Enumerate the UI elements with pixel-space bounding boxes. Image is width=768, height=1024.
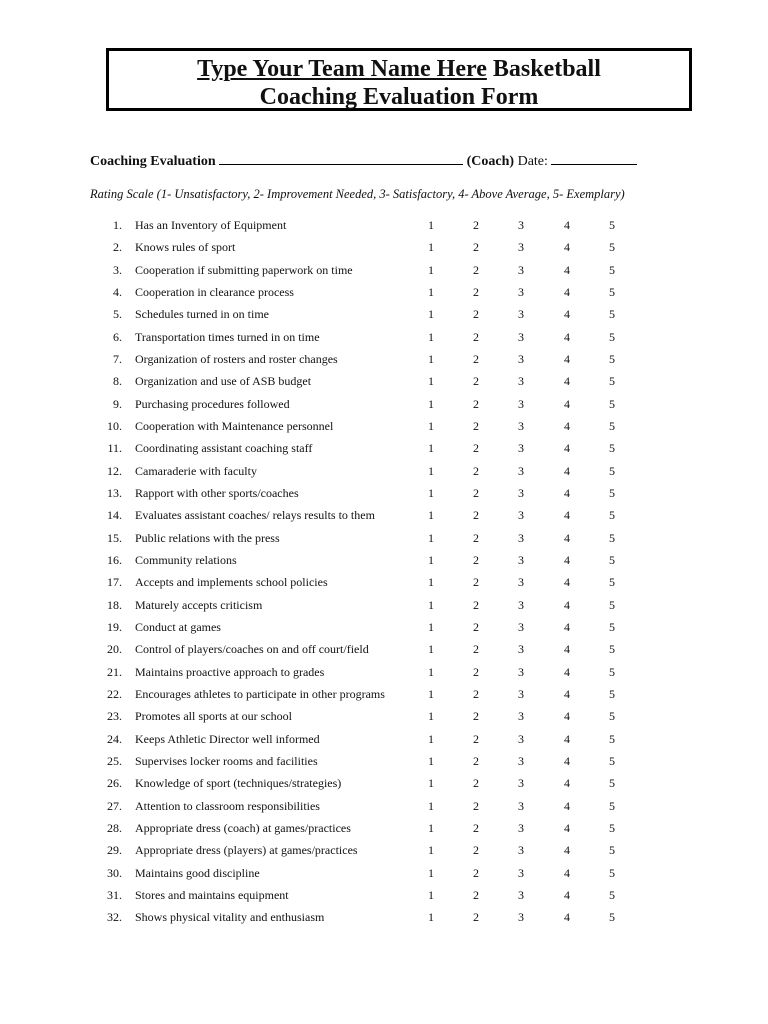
- rating-option-5[interactable]: 5: [609, 686, 615, 701]
- rating-option-1[interactable]: 1: [428, 508, 434, 523]
- rating-option-4[interactable]: 4: [564, 218, 570, 232]
- rating-option-2[interactable]: 2: [473, 865, 479, 880]
- rating-scale-legend: Rating Scale (1- Unsatisfactory, 2- Improvement Needed, 3- Satisfactory, 4- Above Average, 5- Exemplary): [90, 187, 625, 201]
- item-number: 23.: [107, 709, 122, 724]
- rating-option-2[interactable]: 2: [473, 307, 479, 322]
- rating-option-3[interactable]: 3: [518, 619, 524, 634]
- evaluation-item-row: [0, 393, 768, 415]
- item-criterion: Knowledge of sport (techniques/strategies): [135, 776, 342, 791]
- rating-option-1[interactable]: 1: [428, 351, 434, 366]
- rating-option-1[interactable]: 1: [428, 262, 434, 277]
- rating-option-3[interactable]: 3: [518, 664, 524, 679]
- evaluation-item-row: [0, 326, 768, 348]
- rating-option-1[interactable]: 1: [428, 597, 434, 612]
- item-number: 22.: [107, 686, 122, 701]
- rating-option-1[interactable]: 1: [428, 284, 434, 299]
- rating-option-3[interactable]: 3: [518, 910, 524, 925]
- item-number: 19.: [107, 619, 122, 634]
- evaluation-item-row: [0, 415, 768, 437]
- rating-option-3[interactable]: 3: [518, 776, 524, 791]
- rating-option-5[interactable]: 5: [609, 329, 615, 344]
- rating-option-4[interactable]: 4: [564, 798, 570, 813]
- item-criterion: Cooperation with Maintenance personnel: [135, 418, 334, 433]
- date-field[interactable]: [551, 152, 637, 165]
- rating-option-3[interactable]: 3: [518, 284, 524, 299]
- rating-option-5[interactable]: 5: [609, 485, 615, 500]
- evaluation-item-row: [0, 750, 768, 772]
- rating-option-2[interactable]: 2: [473, 642, 479, 657]
- rating-option-1[interactable]: 1: [428, 218, 434, 232]
- form-title-line-2: Coaching Evaluation Form: [259, 84, 539, 110]
- item-number: 9.: [113, 396, 122, 411]
- rating-option-3[interactable]: 3: [518, 709, 524, 724]
- evaluation-items-list: [0, 214, 768, 929]
- rating-option-2[interactable]: 2: [473, 218, 479, 232]
- rating-option-5[interactable]: 5: [609, 776, 615, 791]
- rating-option-1[interactable]: 1: [428, 530, 434, 545]
- rating-option-3[interactable]: 3: [518, 374, 524, 389]
- rating-option-5[interactable]: 5: [609, 664, 615, 679]
- rating-option-3[interactable]: 3: [518, 753, 524, 768]
- rating-option-1[interactable]: 1: [428, 240, 434, 255]
- rating-option-3[interactable]: 3: [518, 441, 524, 456]
- item-number: 3.: [113, 262, 122, 277]
- item-criterion: Transportation times turned in on time: [135, 329, 320, 344]
- item-number: 24.: [107, 731, 122, 746]
- rating-option-5[interactable]: 5: [609, 552, 615, 567]
- rating-option-1[interactable]: 1: [428, 686, 434, 701]
- item-criterion: Accepts and implements school policies: [135, 575, 328, 590]
- rating-option-4[interactable]: 4: [564, 865, 570, 880]
- rating-option-3[interactable]: 3: [518, 240, 524, 255]
- rating-option-1[interactable]: 1: [428, 776, 434, 791]
- coach-name-field[interactable]: [219, 152, 463, 165]
- rating-option-5[interactable]: 5: [609, 910, 615, 925]
- rating-option-3[interactable]: 3: [518, 396, 524, 411]
- rating-option-2[interactable]: 2: [473, 530, 479, 545]
- rating-option-2[interactable]: 2: [473, 418, 479, 433]
- rating-option-2[interactable]: 2: [473, 396, 479, 411]
- rating-option-2[interactable]: 2: [473, 329, 479, 344]
- rating-option-3[interactable]: 3: [518, 218, 524, 232]
- rating-option-1[interactable]: 1: [428, 485, 434, 500]
- item-criterion: Coordinating assistant coaching staff: [135, 441, 313, 456]
- rating-option-1[interactable]: 1: [428, 887, 434, 902]
- rating-option-3[interactable]: 3: [518, 307, 524, 322]
- rating-option-1[interactable]: 1: [428, 374, 434, 389]
- rating-option-3[interactable]: 3: [518, 731, 524, 746]
- item-criterion: Conduct at games: [135, 619, 221, 634]
- item-number: 5.: [113, 307, 122, 322]
- rating-option-3[interactable]: 3: [518, 329, 524, 344]
- item-number: 29.: [107, 843, 122, 858]
- rating-option-1[interactable]: 1: [428, 753, 434, 768]
- evaluation-item-row: [0, 281, 768, 303]
- rating-option-3[interactable]: 3: [518, 575, 524, 590]
- rating-option-4[interactable]: 4: [564, 664, 570, 679]
- rating-option-4[interactable]: 4: [564, 642, 570, 657]
- evaluation-item-row: [0, 437, 768, 459]
- item-criterion: Keeps Athletic Director well informed: [135, 731, 320, 746]
- rating-option-4[interactable]: 4: [564, 731, 570, 746]
- rating-option-5[interactable]: 5: [609, 709, 615, 724]
- evaluation-item-row: [0, 549, 768, 571]
- evaluation-item-row: [0, 460, 768, 482]
- rating-option-2[interactable]: 2: [473, 441, 479, 456]
- rating-option-5[interactable]: 5: [609, 887, 615, 902]
- rating-option-1[interactable]: 1: [428, 329, 434, 344]
- rating-option-5[interactable]: 5: [609, 575, 615, 590]
- item-criterion: Schedules turned in on time: [135, 307, 269, 322]
- evaluation-item-row: [0, 527, 768, 549]
- rating-option-2[interactable]: 2: [473, 753, 479, 768]
- evaluation-item-row: [0, 839, 768, 861]
- rating-option-2[interactable]: 2: [473, 374, 479, 389]
- item-criterion: Control of players/coaches on and off court/field: [135, 642, 369, 657]
- rating-option-5[interactable]: 5: [609, 508, 615, 523]
- item-criterion: Rapport with other sports/coaches: [135, 485, 299, 500]
- rating-option-4[interactable]: 4: [564, 686, 570, 701]
- rating-option-2[interactable]: 2: [473, 284, 479, 299]
- rating-option-4[interactable]: 4: [564, 597, 570, 612]
- rating-option-4[interactable]: 4: [564, 351, 570, 366]
- rating-option-3[interactable]: 3: [518, 820, 524, 835]
- rating-option-1[interactable]: 1: [428, 731, 434, 746]
- item-criterion: Purchasing procedures followed: [135, 396, 290, 411]
- rating-option-3[interactable]: 3: [518, 262, 524, 277]
- rating-option-4[interactable]: 4: [564, 776, 570, 791]
- sport-name: Basketball: [492, 56, 601, 82]
- rating-option-5[interactable]: 5: [609, 619, 615, 634]
- item-criterion: Public relations with the press: [135, 530, 280, 545]
- rating-option-5[interactable]: 5: [609, 843, 615, 858]
- rating-option-2[interactable]: 2: [473, 843, 479, 858]
- rating-option-5[interactable]: 5: [609, 307, 615, 322]
- rating-option-2[interactable]: 2: [473, 776, 479, 791]
- rating-option-5[interactable]: 5: [609, 731, 615, 746]
- rating-option-1[interactable]: 1: [428, 418, 434, 433]
- item-criterion: Promotes all sports at our school: [135, 709, 292, 724]
- rating-option-3[interactable]: 3: [518, 642, 524, 657]
- item-criterion: Organization and use of ASB budget: [135, 374, 312, 389]
- item-criterion: Has an Inventory of Equipment: [135, 218, 287, 232]
- rating-option-2[interactable]: 2: [473, 664, 479, 679]
- rating-option-1[interactable]: 1: [428, 798, 434, 813]
- rating-option-1[interactable]: 1: [428, 463, 434, 478]
- rating-option-4[interactable]: 4: [564, 575, 570, 590]
- item-number: 4.: [113, 284, 122, 299]
- rating-option-5[interactable]: 5: [609, 798, 615, 813]
- rating-option-5[interactable]: 5: [609, 820, 615, 835]
- rating-option-5[interactable]: 5: [609, 753, 615, 768]
- rating-option-4[interactable]: 4: [564, 441, 570, 456]
- item-criterion: Appropriate dress (coach) at games/practices: [135, 820, 351, 835]
- rating-option-1[interactable]: 1: [428, 843, 434, 858]
- team-name-placeholder[interactable]: Type Your Team Name Here: [197, 56, 487, 82]
- evaluation-item-row: [0, 571, 768, 593]
- rating-option-1[interactable]: 1: [428, 910, 434, 925]
- evaluation-item-row: [0, 795, 768, 817]
- rating-option-3[interactable]: 3: [518, 843, 524, 858]
- rating-option-4[interactable]: 4: [564, 307, 570, 322]
- item-number: 12.: [107, 463, 122, 478]
- evaluation-item-row: [0, 214, 768, 236]
- rating-option-5[interactable]: 5: [609, 374, 615, 389]
- item-number: 1.: [113, 218, 122, 232]
- item-criterion: Maintains good discipline: [135, 865, 260, 880]
- rating-option-3[interactable]: 3: [518, 530, 524, 545]
- rating-option-1[interactable]: 1: [428, 441, 434, 456]
- rating-option-5[interactable]: 5: [609, 351, 615, 366]
- evaluation-item-row: [0, 862, 768, 884]
- rating-option-1[interactable]: 1: [428, 664, 434, 679]
- rating-option-1[interactable]: 1: [428, 709, 434, 724]
- rating-option-5[interactable]: 5: [609, 441, 615, 456]
- rating-option-5[interactable]: 5: [609, 418, 615, 433]
- rating-option-1[interactable]: 1: [428, 820, 434, 835]
- rating-option-1[interactable]: 1: [428, 552, 434, 567]
- item-number: 10.: [107, 418, 122, 433]
- rating-option-3[interactable]: 3: [518, 597, 524, 612]
- rating-option-4[interactable]: 4: [564, 887, 570, 902]
- item-number: 31.: [107, 887, 122, 902]
- rating-option-3[interactable]: 3: [518, 508, 524, 523]
- rating-option-4[interactable]: 4: [564, 485, 570, 500]
- rating-option-3[interactable]: 3: [518, 418, 524, 433]
- item-criterion: Appropriate dress (players) at games/practices: [135, 843, 358, 858]
- evaluation-item-row: [0, 728, 768, 750]
- rating-option-2[interactable]: 2: [473, 463, 479, 478]
- rating-option-2[interactable]: 2: [473, 910, 479, 925]
- rating-option-4[interactable]: 4: [564, 530, 570, 545]
- evaluation-item-row: [0, 504, 768, 526]
- rating-option-4[interactable]: 4: [564, 508, 570, 523]
- evaluation-item-row: [0, 259, 768, 281]
- rating-option-4[interactable]: 4: [564, 619, 570, 634]
- rating-option-2[interactable]: 2: [473, 552, 479, 567]
- rating-option-3[interactable]: 3: [518, 463, 524, 478]
- rating-option-2[interactable]: 2: [473, 686, 479, 701]
- item-number: 18.: [107, 597, 122, 612]
- rating-option-3[interactable]: 3: [518, 865, 524, 880]
- evaluation-item-row: [0, 906, 768, 928]
- evaluation-item-row: [0, 661, 768, 683]
- item-number: 21.: [107, 664, 122, 679]
- rating-option-4[interactable]: 4: [564, 552, 570, 567]
- evaluation-item-row: [0, 638, 768, 660]
- item-criterion: Supervises locker rooms and facilities: [135, 753, 318, 768]
- evaluation-item-row: [0, 348, 768, 370]
- rating-option-1[interactable]: 1: [428, 307, 434, 322]
- item-number: 16.: [107, 552, 122, 567]
- rating-option-2[interactable]: 2: [473, 820, 479, 835]
- item-number: 2.: [113, 240, 122, 255]
- rating-option-2[interactable]: 2: [473, 240, 479, 255]
- item-criterion: Cooperation in clearance process: [135, 284, 294, 299]
- rating-option-3[interactable]: 3: [518, 485, 524, 500]
- rating-option-2[interactable]: 2: [473, 798, 479, 813]
- rating-option-5[interactable]: 5: [609, 262, 615, 277]
- rating-option-3[interactable]: 3: [518, 887, 524, 902]
- rating-option-5[interactable]: 5: [609, 396, 615, 411]
- item-number: 20.: [107, 642, 122, 657]
- rating-option-2[interactable]: 2: [473, 262, 479, 277]
- item-number: 13.: [107, 485, 122, 500]
- rating-option-1[interactable]: 1: [428, 865, 434, 880]
- item-criterion: Maturely accepts criticism: [135, 597, 263, 612]
- rating-option-4[interactable]: 4: [564, 753, 570, 768]
- rating-option-1[interactable]: 1: [428, 619, 434, 634]
- rating-option-5[interactable]: 5: [609, 218, 615, 232]
- rating-option-4[interactable]: 4: [564, 396, 570, 411]
- item-criterion: Evaluates assistant coaches/ relays results to them: [135, 508, 375, 523]
- evaluation-item-row: [0, 772, 768, 794]
- rating-option-4[interactable]: 4: [564, 240, 570, 255]
- rating-option-2[interactable]: 2: [473, 485, 479, 500]
- evaluation-item-row: [0, 303, 768, 325]
- rating-option-5[interactable]: 5: [609, 865, 615, 880]
- rating-option-2[interactable]: 2: [473, 709, 479, 724]
- item-criterion: Camaraderie with faculty: [135, 463, 257, 478]
- evaluation-item-row: [0, 705, 768, 727]
- evaluation-item-row: [0, 482, 768, 504]
- item-number: 26.: [107, 776, 122, 791]
- evaluation-item-row: [0, 817, 768, 839]
- item-criterion: Encourages athletes to participate in other programs: [135, 686, 385, 701]
- coaching-evaluation-line: [90, 152, 637, 170]
- item-criterion: Knows rules of sport: [135, 240, 236, 255]
- rating-option-4[interactable]: 4: [564, 262, 570, 277]
- rating-option-2[interactable]: 2: [473, 731, 479, 746]
- item-number: 25.: [107, 753, 122, 768]
- rating-option-5[interactable]: 5: [609, 597, 615, 612]
- rating-option-3[interactable]: 3: [518, 351, 524, 366]
- rating-option-3[interactable]: 3: [518, 552, 524, 567]
- rating-option-5[interactable]: 5: [609, 284, 615, 299]
- item-criterion: Community relations: [135, 552, 237, 567]
- rating-option-1[interactable]: 1: [428, 396, 434, 411]
- rating-option-1[interactable]: 1: [428, 642, 434, 657]
- item-criterion: Organization of rosters and roster changes: [135, 351, 338, 366]
- item-criterion: Maintains proactive approach to grades: [135, 664, 325, 679]
- form-title-line-1: [109, 55, 689, 83]
- item-number: 11.: [107, 441, 122, 456]
- item-number: 27.: [107, 798, 122, 813]
- item-number: 32.: [107, 910, 122, 925]
- item-number: 15.: [107, 530, 122, 545]
- rating-option-5[interactable]: 5: [609, 240, 615, 255]
- evaluation-item-row: [0, 884, 768, 906]
- rating-option-2[interactable]: 2: [473, 351, 479, 366]
- item-number: 28.: [107, 820, 122, 835]
- coach-label: (Coach): [466, 154, 515, 169]
- rating-option-5[interactable]: 5: [609, 530, 615, 545]
- coaching-evaluation-label: Coaching Evaluation: [90, 154, 216, 169]
- evaluation-item-row: [0, 616, 768, 638]
- rating-option-4[interactable]: 4: [564, 820, 570, 835]
- rating-option-1[interactable]: 1: [428, 575, 434, 590]
- item-number: 6.: [113, 329, 122, 344]
- rating-option-4[interactable]: 4: [564, 418, 570, 433]
- rating-option-3[interactable]: 3: [518, 798, 524, 813]
- rating-option-4[interactable]: 4: [564, 843, 570, 858]
- rating-option-4[interactable]: 4: [564, 463, 570, 478]
- rating-option-2[interactable]: 2: [473, 508, 479, 523]
- rating-option-4[interactable]: 4: [564, 374, 570, 389]
- evaluation-item-row: [0, 683, 768, 705]
- form-title-box: [106, 48, 692, 111]
- evaluation-item-row: [0, 594, 768, 616]
- rating-option-4[interactable]: 4: [564, 329, 570, 344]
- rating-option-2[interactable]: 2: [473, 887, 479, 902]
- item-criterion: Attention to classroom responsibilities: [135, 798, 320, 813]
- evaluation-item-row: [0, 370, 768, 392]
- rating-option-5[interactable]: 5: [609, 642, 615, 657]
- item-number: 30.: [107, 865, 122, 880]
- rating-option-4[interactable]: 4: [564, 910, 570, 925]
- item-number: 17.: [107, 575, 122, 590]
- rating-option-2[interactable]: 2: [473, 575, 479, 590]
- rating-option-5[interactable]: 5: [609, 463, 615, 478]
- item-criterion: Shows physical vitality and enthusiasm: [135, 910, 325, 925]
- rating-option-2[interactable]: 2: [473, 597, 479, 612]
- item-criterion: Stores and maintains equipment: [135, 887, 289, 902]
- item-number: 8.: [113, 374, 122, 389]
- rating-option-4[interactable]: 4: [564, 284, 570, 299]
- item-number: 7.: [113, 351, 122, 366]
- item-number: 14.: [107, 508, 122, 523]
- evaluation-item-row: [0, 236, 768, 258]
- rating-option-4[interactable]: 4: [564, 709, 570, 724]
- rating-option-3[interactable]: 3: [518, 686, 524, 701]
- date-label: Date:: [517, 154, 548, 169]
- rating-option-2[interactable]: 2: [473, 619, 479, 634]
- item-criterion: Cooperation if submitting paperwork on time: [135, 262, 353, 277]
